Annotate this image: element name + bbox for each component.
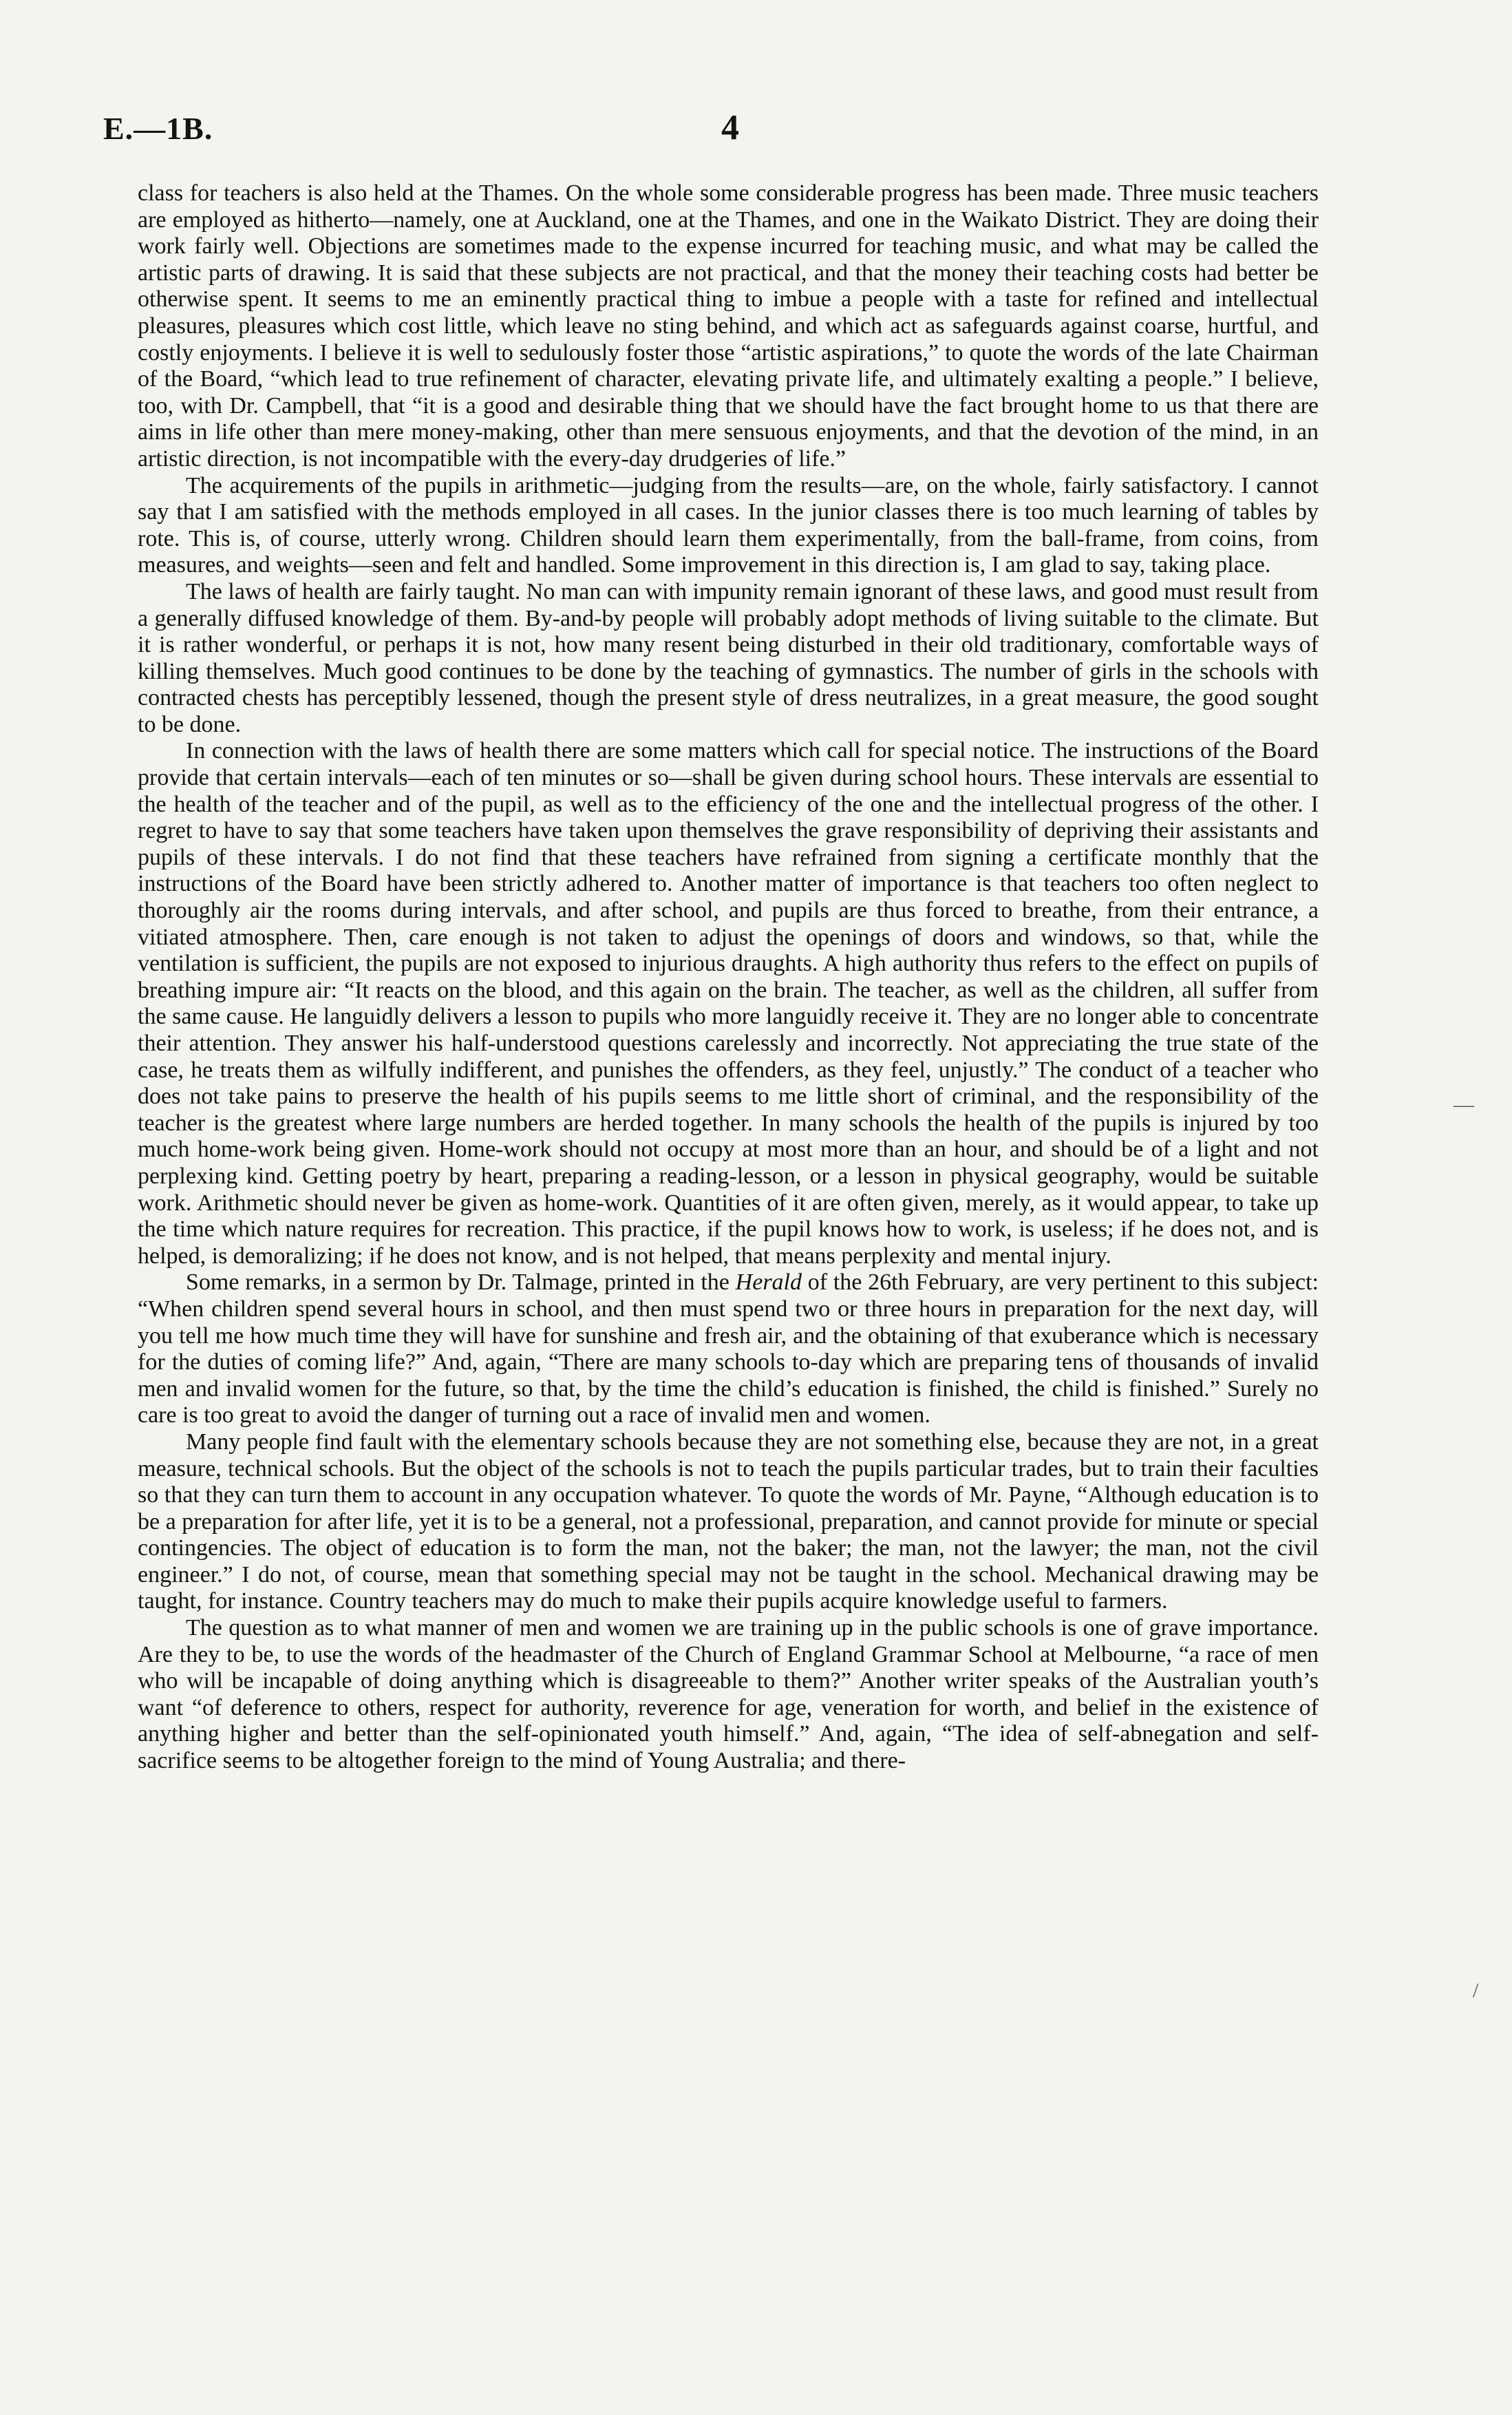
paragraph-laws-of-health: The laws of health are fairly taught. No man can with impunity remain ignorant of these laws, and good must result from a generally diffused knowledge of them. By-and-by people will probably adopt methods of living suitable to the climate. But it is rather wonderful, or perhaps it is not, how many resent being disturbed in their old traditionary, comfortable ways of killing themselves. Much good continues to be done by the teaching of gymnastics. The number of girls in the schools with contracted chests has perceptibly lessened, though the present style of dress neutralizes, in a great measure, the good sought to be done. [138, 578, 1319, 737]
paragraph-technical-schools: Many people find fault with the elementary schools because they are not something else, because they are not, in a great measure, technical schools. But the object of the schools is not to teach the pupils particular trades, but to train their faculties so that they can turn them to account in any occupation whatever. To quote the words of Mr. Payne, “Although education is to be a preparation for after life, yet it is to be a general, not a professional, preparation, and cannot provide for minute or special contingencies. The object of education is to form the man, not the baker; the man, not the lawyer; the man, not the civil engineer.” I do not, of course, mean that something special may not be taught in the school. Mechanical drawing may be taught, for instance. Country teachers may do much to make their pupils acquire knowledge useful to farmers. [138, 1428, 1319, 1614]
paragraph-music-drawing: class for teachers is also held at the Thames. On the whole some considerable progress has been made. Three music teachers are employed as hitherto—namely, one at Auckland, one at the Thames, and one in the Waikato District. They are doing their work fairly well. Objections are sometimes made to the expense incurred for teaching music, and what may be called the artistic parts of drawing. It is said that these subjects are not practical, and that the money their teaching costs had better be otherwise spent. It seems to me an eminently practical thing to imbue a people with a taste for refined and intellectual pleasures, pleasures which cost little, which leave no sting behind, and which act as safeguards against coarse, hurtful, and costly enjoyments. I believe it is well to sedulously foster those “artistic aspirations,” to quote the words of the late Chairman of the Board, “which lead to true refinement of character, elevating private life, and ultimately exalting a people.” I believe, too, with Dr. Campbell, that “it is a good and desirable thing that we should have the fact brought home to us that there are aims in life other than mere money-making, other than mere sensuous enjoyments, and that the devotion of the mind, in an artistic direction, is not incompatible with the every-day drudgeries of life.” [138, 180, 1319, 472]
talmage-text-before: Some remarks, in a sermon by Dr. Talmage, printed in the [186, 1269, 736, 1296]
talmage-text-after: of the 26th February, are very pertinent to this subject: “When children spend several hours in school, and then must spend two or three hours in preparation for the next day, will you tell me how much time they will have for sunshine and fresh air, and the obtaining of that exuberance which is necessary for the duties of coming life?” And, again, “There are many schools to-day which are preparing tens of thousands of invalid men and invalid women for the future, so that, by the time the child’s education is finished, the child is finished.” Surely no care is too great to avoid the danger of turning out a race of invalid men and women. [138, 1269, 1319, 1428]
margin-dash-mark: — [1454, 1093, 1474, 1116]
page-header [103, 110, 1411, 158]
page-number: 4 [721, 108, 739, 147]
margin-slash-mark: / [1473, 1979, 1479, 2002]
paragraph-intervals-ventilation: In connection with the laws of health there are some matters which call for special notice. The instructions of the Board provide that certain intervals—each of ten minutes or so—shall be given during school hours. These intervals are essential to the health of the teacher and of the pupil, as well as to the efficiency of the one and the intellectual progress of the other. I regret to have to say that some teachers have taken upon themselves the grave responsibility of depriving their assistants and pupils of these intervals. I do not find that these teachers have refrained from signing a certificate monthly that the instructions of the Board have been strictly adhered to. Another matter of importance is that teachers too often neglect to thoroughly air the rooms during intervals, and after school, and pupils are thus forced to breathe, from their entrance, a vitiated atmosphere. Then, care enough is not taken to adjust the openings of doors and windows, so that, while the ventilation is sufficient, the pupils are not exposed to injurious draughts. A high authority thus refers to the effect on pupils of breathing impure air: “It reacts on the blood, and this again on the brain. The teacher, as well as the children, all suffer from the same cause. He languidly delivers a lesson to pupils who more languidly receive it. They are no longer able to concentrate their attention. They answer his half-understood questions carelessly and incorrectly. Not appreciating the true state of the case, he treats them as wilfully indifferent, and punishes the offenders, as they feel, unjustly.” The conduct of a teacher who does not take pains to preserve the health of his pupils seems to me little short of criminal, and the responsibility of the teacher is the greatest where large numbers are herded together. In many schools the health of the pupils is injured by too much home-work being given. Home-work should not occupy at most more than an hour, and should be of a light and not perplexing kind. Getting poetry by heart, preparing a reading-lesson, or a lesson in physical geography, would be suitable work. Arithmetic should never be given as home-work. Quantities of it are often given, merely, as it would appear, to take up the time which nature requires for recreation. This practice, if the pupil knows how to work, is useless; if he does not, and is helped, is demoralizing; if he does not know, and is not helped, that means perplexity and mental injury. [138, 738, 1319, 1269]
document-id: E.—1B. [103, 111, 213, 146]
paragraph-young-australia: The question as to what manner of men and women we are training up in the public schools is one of grave importance. Are they to be, to use the words of the headmaster of the Church of England Grammar School at Melbourne, “a race of men who will be incapable of doing anything which is disagreeable to them?” Another writer speaks of the Australian youth’s want “of deference to others, respect for authority, reverence for age, veneration for worth, and belief in the existence of anything higher and better than the self-opinionated youth himself.” And, again, “The idea of self-abnegation and self-sacrifice seems to be altogether foreign to the mind of Young Australia; and there- [138, 1615, 1319, 1774]
body-text [138, 180, 1319, 1775]
paragraph-talmage-sermon [138, 1269, 1319, 1429]
herald-title: Herald [735, 1269, 802, 1296]
paragraph-arithmetic: The acquirements of the pupils in arithmetic—judging from the results—are, on the whole, fairly satisfactory. I cannot say that I am satisfied with the methods employed in all cases. In the junior classes there is too much learning of tables by rote. This is, of course, utterly wrong. Children should learn them experimentally, from the ball-frame, from coins, from measures, and weights—seen and felt and handled. Some improvement in this direction is, I am glad to say, taking place. [138, 472, 1319, 578]
